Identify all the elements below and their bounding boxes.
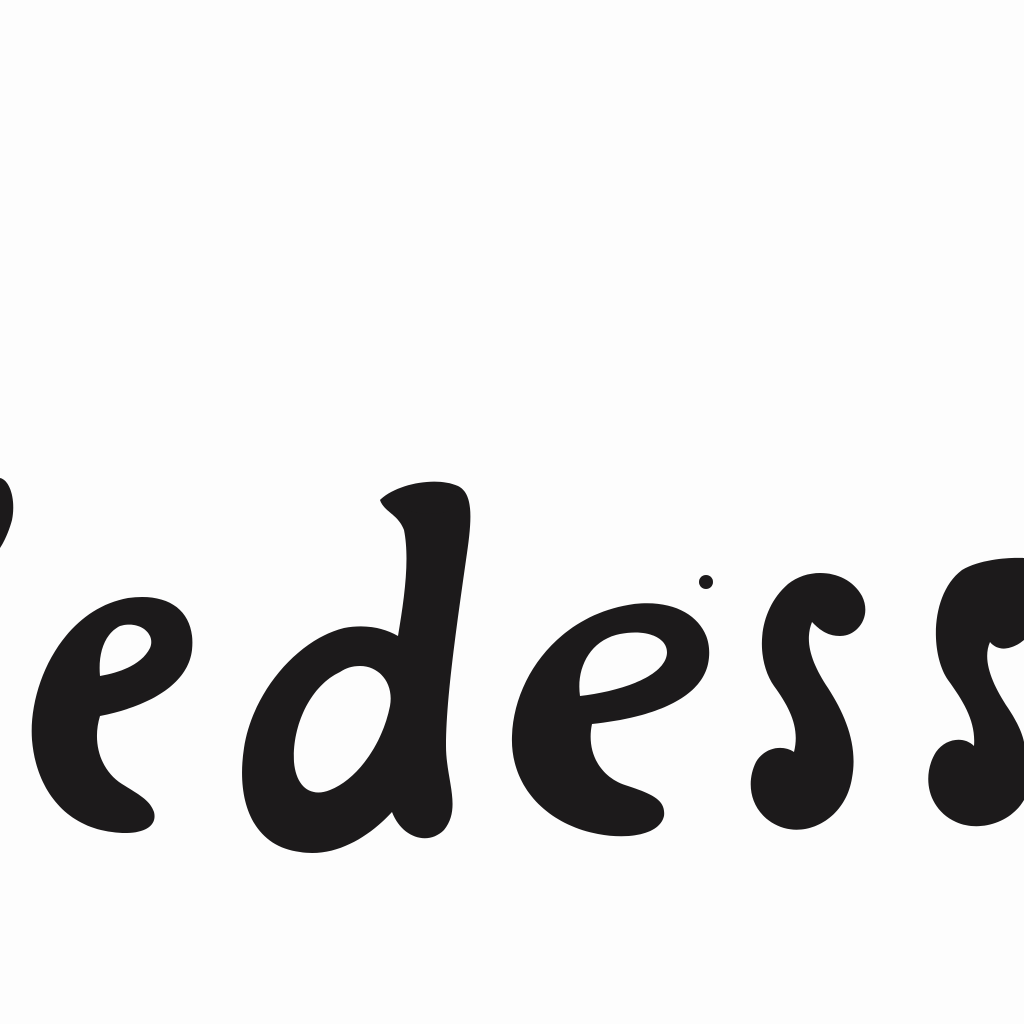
glyph-e-1 — [32, 597, 193, 833]
glyph-s-1 — [751, 573, 866, 830]
glyph-d — [242, 482, 470, 853]
glyph-e-2 — [512, 575, 713, 836]
glyph-s-2 — [928, 558, 1024, 826]
glyph-partial-left — [0, 478, 13, 548]
